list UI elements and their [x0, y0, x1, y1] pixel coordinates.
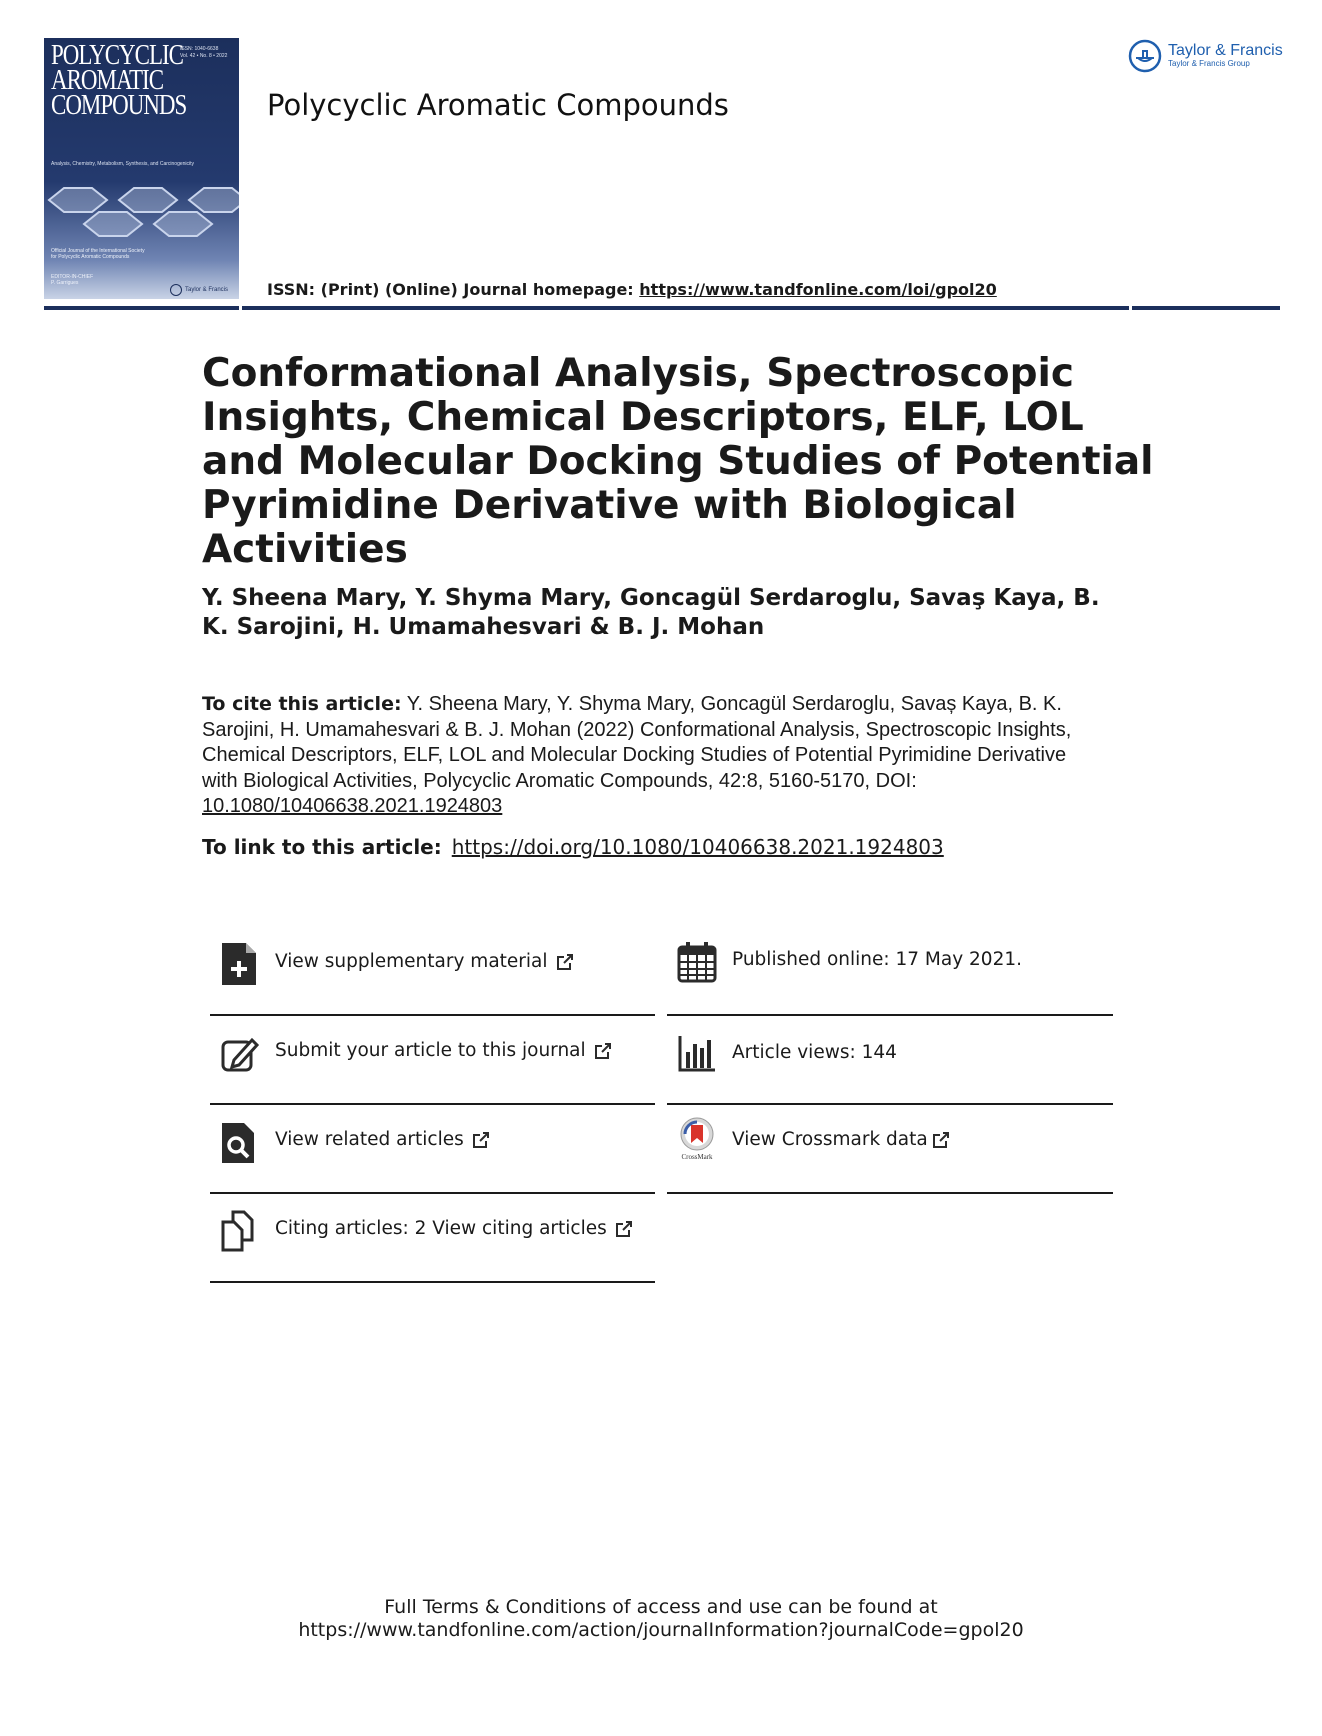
terms-line: Full Terms & Conditions of access and use can be found at	[384, 1596, 938, 1618]
terms-footer	[0, 1596, 1322, 1642]
divider-gap	[1129, 306, 1132, 310]
external-link-icon	[556, 953, 574, 971]
journal-name: Polycyclic Aromatic Compounds	[267, 88, 729, 122]
citation-block	[202, 692, 1102, 820]
article-doi-link[interactable]: https://doi.org/10.1080/10406638.2021.1924803	[451, 835, 944, 859]
article-link-line	[202, 835, 944, 859]
cover-editor: EDITOR-IN-CHIEF P. Garrigues	[51, 274, 94, 286]
link-label: To link to this article:	[202, 835, 442, 859]
cite-text: Y. Sheena Mary, Y. Shyma Mary, Goncagül Serdaroglu, Savaș Kaya, B. K. Sarojini, H. Umamahesvari & B. J. Mohan (2022) Conformational Analysis, Spectroscopic Insights, Chemical Descriptors, ELF, LOL and Molecular Docking Studies of Potential Pyrimidine Derivative with Biological Activities, Polycyclic Aromatic Compounds, 42:8, 5160-5170, DOI:	[202, 693, 1072, 792]
journal-homepage-link[interactable]: https://www.tandfonline.com/loi/gpol20	[639, 280, 997, 299]
cover-official-journal: Official Journal of the International Society for Polycyclic Aromatic Compounds	[51, 248, 145, 260]
cite-label: To cite this article:	[202, 693, 402, 715]
divider-gap	[239, 306, 242, 310]
article-title: Conformational Analysis, Spectroscopic Insights, Chemical Descriptors, ELF, LOL and Molecular Docking Studies of Potential Pyrimidine Derivative with Biological Activities	[202, 351, 1154, 572]
related-articles-item[interactable]: View related articles	[210, 1105, 655, 1194]
copy-icon	[220, 1210, 260, 1252]
issn-line: ISSN: (Print) (Online) Journal homepage: https://www.tandfonline.com/loi/gpol20	[267, 280, 997, 299]
supplementary-material-item[interactable]: View supplementary material	[210, 927, 655, 1016]
calendar-icon	[677, 941, 717, 983]
publisher-circle-icon	[170, 284, 182, 296]
publisher-name: Taylor & Francis	[1168, 42, 1283, 59]
cover-subtitle: Analysis, Chemistry, Metabolism, Synthesis, and Carcinogenicity	[51, 161, 195, 167]
crossmark-item[interactable]: CrossMark View Crossmark data	[667, 1105, 1113, 1194]
external-link-icon	[615, 1220, 633, 1238]
hexagon-graphic	[44, 178, 239, 258]
external-link-icon	[472, 1131, 490, 1149]
taylor-francis-icon	[1128, 39, 1162, 73]
publisher-logo[interactable]	[1128, 39, 1283, 73]
header-divider	[44, 306, 1280, 310]
crossmark-icon	[677, 1117, 717, 1161]
published-online-item: Published online: 17 May 2021.	[667, 927, 1113, 1016]
svg-text:CrossMark: CrossMark	[681, 1153, 713, 1161]
cover-title: POLYCYCLIC AROMATIC COMPOUNDS	[51, 40, 187, 121]
journal-cover-image	[44, 38, 239, 299]
bar-chart-icon	[677, 1034, 717, 1076]
cite-doi-link[interactable]: 10.1080/10406638.2021.1924803	[202, 795, 503, 817]
cover-volume: ISSN: 1040-6638 Vol. 42 • No. 8 • 2022	[180, 46, 228, 59]
citing-articles-item[interactable]: Citing articles: 2 View citing articles	[210, 1194, 655, 1283]
article-authors: Y. Sheena Mary, Y. Shyma Mary, Goncagül Serdaroglu, Savaş Kaya, B. K. Sarojini, H. Umamahesvari & B. J. Mohan	[202, 585, 1100, 640]
cover-publisher-logo: Taylor & Francis	[170, 284, 228, 296]
publisher-group: Taylor & Francis Group	[1168, 59, 1250, 68]
file-search-icon	[220, 1123, 260, 1165]
external-link-icon	[932, 1131, 950, 1149]
submit-article-item[interactable]: Submit your article to this journal	[210, 1016, 655, 1105]
file-plus-icon	[220, 943, 260, 985]
edit-icon	[220, 1034, 260, 1076]
external-link-icon	[594, 1042, 612, 1060]
terms-url[interactable]: https://www.tandfonline.com/action/journalInformation?journalCode=gpol20	[298, 1619, 1024, 1641]
article-views-item: Article views: 144	[667, 1016, 1113, 1105]
